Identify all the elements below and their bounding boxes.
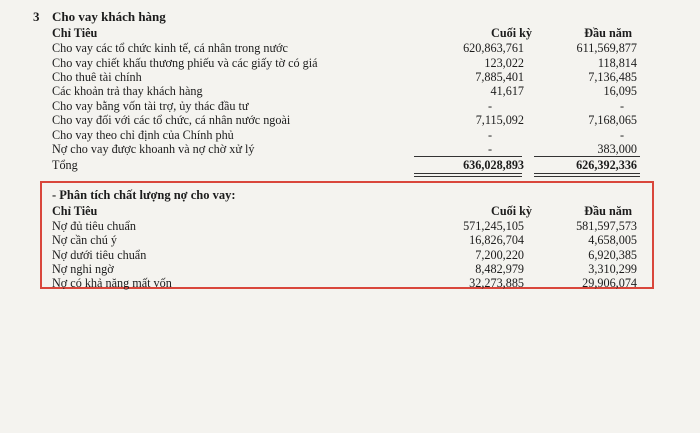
header-label: Chỉ Tiêu	[52, 26, 98, 40]
loans-table-header	[52, 26, 652, 40]
table-row: Cho vay bằng vốn tài trợ, ủy thác đầu tư - -	[52, 99, 624, 113]
table-row: Cho vay theo chỉ định của Chính phủ - -	[52, 128, 624, 142]
quality-title: - Phân tích chất lượng nợ cho vay:	[52, 188, 236, 202]
table-row: Cho thuê tài chính 7,885,401 7,136,485	[52, 70, 637, 84]
table-row: Nợ dưới tiêu chuẩn 7,200,220 6,920,385	[52, 248, 637, 262]
table-row: Cho vay chiết khấu thương phiếu và các giấy tờ có giá 123,022 118,814	[52, 56, 637, 70]
table-row: Nợ đủ tiêu chuẩn 571,245,105 581,597,573	[52, 219, 637, 233]
section-title: Cho vay khách hàng	[52, 9, 166, 24]
table-row: Nợ nghi ngờ 8,482,979 3,310,299	[52, 262, 637, 276]
loans-total-row: Tổng 636,028,893 626,392,336	[52, 158, 637, 172]
table-row: Cho vay các tổ chức kinh tế, cá nhân trong nước 620,863,761 611,569,877	[52, 41, 637, 55]
table-row: Nợ cho vay được khoanh và nợ chờ xử lý - 383,000	[52, 142, 637, 156]
quality-table-header: Chỉ Tiêu Cuối kỳ Đầu năm	[52, 204, 632, 218]
table-row: Các khoản trả thay khách hàng 41,617 16,095	[52, 84, 637, 98]
underline	[534, 156, 640, 157]
table-row: Nợ có khả năng mất vốn 32,273,885 29,906,074	[52, 276, 637, 290]
double-underline	[534, 173, 640, 177]
table-row: Nợ cần chú ý 16,826,704 4,658,005	[52, 233, 637, 247]
section-number: 3	[33, 9, 40, 24]
table-row: Cho vay đối với các tổ chức, cá nhân nước ngoài 7,115,092 7,168,065	[52, 113, 637, 127]
header-col-begin: Đầu năm	[584, 26, 632, 40]
header-col-end: Cuối kỳ	[491, 26, 532, 40]
double-underline	[414, 173, 522, 177]
underline	[414, 156, 522, 157]
